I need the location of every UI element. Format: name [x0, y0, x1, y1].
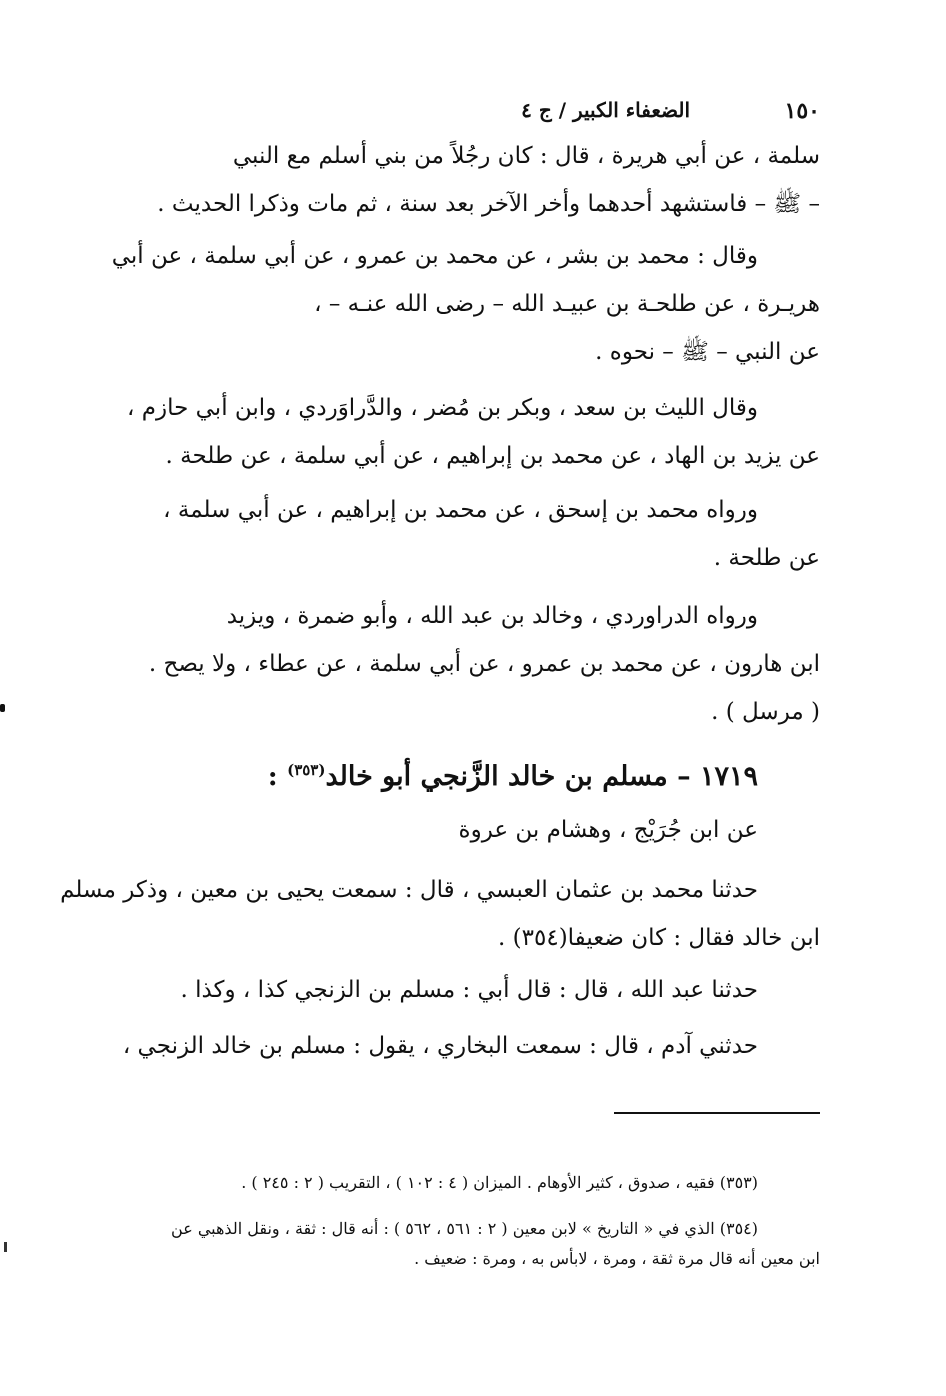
footnote-divider	[614, 1112, 820, 1114]
text-line: عن النبي – ﷺ – نحوه .	[595, 339, 820, 365]
text-line: عن طلحة .	[713, 545, 820, 571]
text-line: ( مرسل ) .	[711, 699, 820, 725]
entry-number: ١٧١٩	[699, 761, 758, 792]
page-header	[130, 92, 820, 132]
text-line: ابن هارون ، عن محمد بن عمرو ، عن أبي سلمة ، عن عطاء ، ولا يصح .	[148, 651, 820, 677]
paragraph-1	[130, 132, 820, 228]
text-line: وقال : محمد بن بشر ، عن محمد بن عمرو ، عن أبي سلمة ، عن أبي	[111, 243, 758, 269]
text-line: عن ابن جُرَيْج ، وهشام بن عروة	[458, 817, 758, 843]
entry-heading	[130, 744, 820, 796]
footnote-line: ابن معين أنه قال مرة ثقة ، ومرة ، لابأس به ، ومرة : ضعيف .	[414, 1249, 820, 1268]
page-number: ١٥٠	[784, 98, 820, 124]
text-line: هريـرة ، عن طلحـة بن عبيـد الله – رضى الله عنـه – ،	[314, 291, 820, 317]
footnote-line: (٣٥٤) الذي في « التاريخ » لابن معين ( ٢ : ٥٦١ ، ٥٦٢ ) : أنه قال : ثقة ، ونقل الذهبي عن	[171, 1219, 758, 1238]
footnote-line: (٣٥٣) فقيه ، صدوق ، كثير الأوهام . الميزان ( ٤ : ١٠٢ ) ، التقريب ( ٢ : ٢٤٥ ) .	[241, 1173, 758, 1192]
text-line: ابن خالد فقال : كان ضعيفا(٣٥٤) .	[498, 925, 820, 951]
entry-dash: –	[677, 761, 691, 792]
paragraph-2	[111, 232, 820, 376]
paragraph-5	[130, 592, 820, 736]
footnote-353	[130, 1168, 820, 1198]
paragraph-4	[130, 486, 820, 582]
text-line: حدثنا محمد بن عثمان العبسي ، قال : سمعت يحيى بن معين ، وذكر مسلم	[60, 877, 758, 903]
text-line: حدثنا عبد الله ، قال : قال أبي : مسلم بن الزنجي كذا ، وكذا .	[180, 977, 758, 1003]
entry-paragraph-3	[130, 966, 820, 1014]
text-line: حدثني آدم ، قال : سمعت البخاري ، يقول : مسلم بن خالد الزنجي ،	[122, 1033, 758, 1059]
entry-paragraph-2	[60, 866, 820, 962]
scan-mark	[0, 704, 5, 712]
text-line: سلمة ، عن أبي هريرة ، قال : كان رجُلاً من بني أسلم مع النبي	[232, 143, 820, 169]
entry-paragraph-4	[122, 1022, 820, 1070]
scan-mark	[4, 1242, 7, 1252]
entry-name: مسلم بن خالد الزَّنجي أبو خالد	[325, 761, 668, 792]
text-line: ورواه الدراوردي ، وخالد بن عبد الله ، وأبو ضمرة ، ويزيد	[226, 603, 758, 629]
paragraph-3	[127, 384, 820, 480]
text-line: ورواه محمد بن إسحق ، عن محمد بن إبراهيم ، عن أبي سلمة ،	[163, 497, 758, 523]
entry-paragraph-1	[130, 806, 820, 854]
text-line: عن يزيد بن الهاد ، عن محمد بن إبراهيم ، عن أبي سلمة ، عن طلحة .	[165, 443, 820, 469]
footnote-ref: (٣٥٣)	[287, 761, 326, 779]
running-title: الضعفاء الكبير / ج ٤	[521, 98, 690, 122]
footnote-354	[130, 1214, 820, 1274]
text-line: وقال الليث بن سعد ، وبكر بن مُضر ، والدَّراوَردي ، وابن أبي حازم ،	[127, 395, 758, 421]
entry-colon: :	[267, 761, 278, 792]
entry-title-line	[130, 744, 820, 796]
text-line: – ﷺ – فاستشهد أحدهما وأخر الآخر بعد سنة ، ثم مات وذكرا الحديث .	[157, 191, 820, 217]
